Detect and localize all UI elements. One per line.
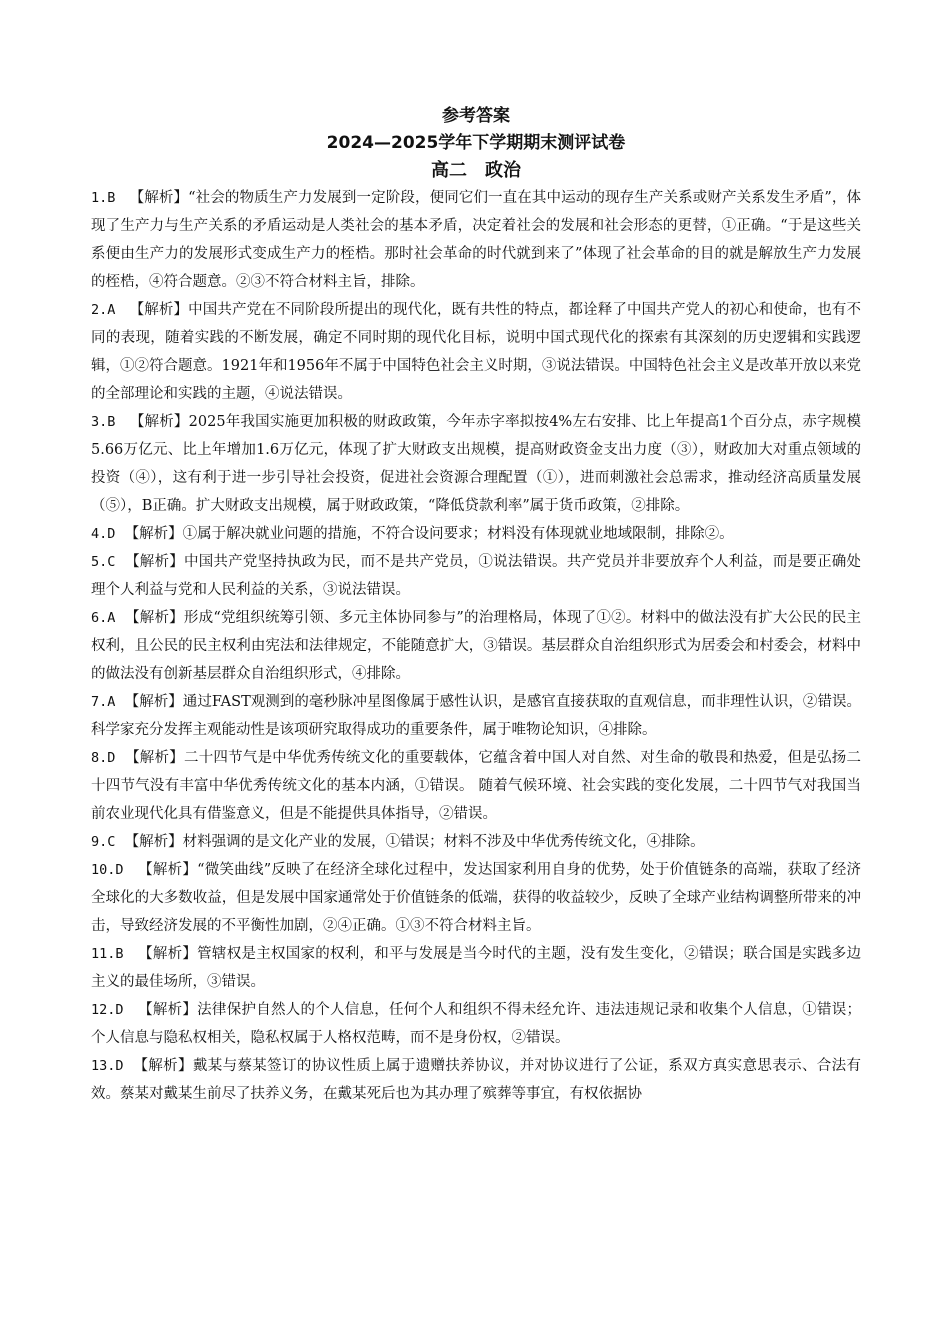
analysis-tag: 【解析】: [125, 610, 184, 626]
answer-item-2: [91, 296, 861, 408]
answer-explanation: 材料强调的是文化产业的发展，①错误；材料不涉及中华优秀传统文化，④排除。: [182, 834, 705, 850]
answer-item-11: [91, 940, 861, 996]
answer-number: 4.D: [91, 526, 116, 542]
answer-item-1: [91, 184, 861, 296]
answer-item-13: [91, 1052, 861, 1108]
answer-explanation: 中国共产党坚持执政为民，而不是共产党员，①说法错误。共产党员并非要放弃个人利益，而是要正确处理个人利益与党和人民利益的关系，③说法错误。: [91, 554, 862, 598]
answer-explanation: 管辖权是主权国家的权利，和平与发展是当今时代的主题，没有发生变化，②错误；联合国是实践多边主义的最佳场所，③错误。: [91, 946, 862, 990]
answer-number: 5.C: [91, 554, 116, 570]
answer-item-8: [91, 744, 861, 828]
analysis-tag: 【解析】: [129, 302, 189, 318]
answer-number: 7.A: [91, 694, 116, 710]
answer-explanation: “微笑曲线”反映了在经济全球化过程中，发达国家利用自身的优势，处于价值链条的高端，获取了经济全球化的大多数收益，但是发展中国家通常处于价值链条的低端，获得的收益较少，反映了全球产业结构调整所带来的冲击，导致经济发展的不平衡性加剧，②④正确。①③不符合材料主旨。: [91, 862, 862, 934]
answer-item-5: [91, 548, 861, 604]
answer-item-3: [91, 408, 861, 520]
answer-explanation: 形成“党组织统筹引领、多元主体协同参与”的治理格局，体现了①②。材料中的做法没有扩大公民的民主权利，且公民的民主权利由宪法和法律规定，不能随意扩大，③错误。基层群众自治组织形式为居委会和村委会，材料中的做法没有创新基层群众自治组织形式，④排除。: [91, 610, 862, 682]
answer-item-12: [91, 996, 861, 1052]
answer-sheet-page: [91, 103, 861, 1108]
answer-number: 6.A: [91, 610, 116, 626]
answer-number: 1.B: [91, 190, 116, 206]
subject-title: 高二 政治: [431, 160, 521, 181]
analysis-tag: 【解析】: [124, 526, 183, 542]
answer-explanation: 戴某与蔡某签订的协议性质上属于遗赠扶养协议，并对协议进行了公证，系双方真实意思表示、合法有效。蔡某对戴某生前尽了扶养义务，在戴某死后也为其办理了殡葬等事宜，有权依据协: [91, 1058, 862, 1102]
exam-title: 2024—2025学年下学期期末测评试卷: [326, 133, 626, 153]
answer-item-4: [91, 520, 861, 548]
answer-explanation: 2025年我国实施更加积极的财政政策，今年赤字率拟按4%左右安排、比上年提高1个百分点，赤字规模5.66万亿元、比上年增加1.6万亿元，体现了扩大财政支出规模，提高财政资金支出力度（③），财政加大对重点领域的投资（④），这有利于进一步引导社会投资，促进社会资源合理配置（①），进而刺激社会总需求，推动经济高质量发展（⑤），B正确。扩大财政支出规模，属于财政政策，“降低贷款利率”属于货币政策，②排除。: [91, 414, 861, 514]
answer-item-10: [91, 856, 861, 940]
analysis-tag: 【解析】: [138, 1002, 198, 1018]
answer-explanation: “社会的物质生产力发展到一定阶段，便同它们一直在其中运动的现存生产关系或财产关系发生矛盾”，体现了生产力与生产关系的矛盾运动是人类社会的基本矛盾，决定着社会的发展和社会形态的更替，①正确。“于是这些关系便由生产力的发展形式变成生产力的桎梏。那时社会革命的时代就到来了”体现了社会革命的目的就是解放生产力发展的桎梏，④符合题意。②③不符合材料主旨，排除。: [91, 190, 862, 290]
analysis-tag: 【解析】: [138, 862, 198, 878]
answer-number: 10.D: [91, 862, 124, 878]
answer-number: 11.B: [91, 946, 124, 962]
analysis-tag: 【解析】: [124, 834, 183, 850]
answer-explanation: 二十四节气是中华优秀传统文化的重要载体，它蕴含着中国人对自然、对生命的敬畏和热爱，但是弘扬二十四节气没有丰富中华优秀传统文化的基本内涵，①错误。 随着气候环境、社会实践的变化发展，二十四节气对我国当前农业现代化具有借鉴意义，但是不能提供具体指导，②错误。: [91, 750, 862, 822]
analysis-tag: 【解析】: [125, 554, 184, 570]
document-title: 参考答案: [442, 106, 510, 126]
answer-item-6: [91, 604, 861, 688]
analysis-tag: 【解析】: [125, 750, 184, 766]
answer-explanation: 通过FAST观测到的毫秒脉冲星图像属于感性认识，是感官直接获取的直观信息，而非理性认识，②错误。科学家充分发挥主观能动性是该项研究取得成功的重要条件，属于唯物论知识，④排除。: [91, 694, 862, 738]
answer-item-9: [91, 828, 861, 856]
document-header: [91, 103, 861, 184]
analysis-tag: 【解析】: [124, 694, 183, 710]
answer-explanation: ①属于解决就业问题的措施，不符合设问要求；材料没有体现就业地域限制，排除②。: [182, 526, 734, 542]
answer-list: [91, 184, 861, 1108]
answer-number: 3.B: [91, 414, 116, 430]
answer-number: 9.C: [91, 834, 116, 850]
analysis-tag: 【解析】: [129, 190, 189, 206]
analysis-tag: 【解析】: [129, 414, 189, 430]
analysis-tag: 【解析】: [138, 946, 198, 962]
analysis-tag: 【解析】: [133, 1058, 193, 1074]
answer-explanation: 中国共产党在不同阶段所提出的现代化，既有共性的特点，都诠释了中国共产党人的初心和使命，也有不同的表现，随着实践的不断发展，确定不同时期的现代化目标，说明中国式现代化的探索有其深刻的历史逻辑和实践逻辑，①②符合题意。1921年和1956年不属于中国特色社会主义时期，③说法错误。中国特色社会主义是改革开放以来党的全部理论和实践的主题，④说法错误。: [91, 302, 862, 402]
answer-number: 12.D: [91, 1002, 124, 1018]
answer-explanation: 法律保护自然人的个人信息，任何个人和组织不得未经允许、违法违规记录和收集个人信息，①错误；个人信息与隐私权相关，隐私权属于人格权范畴，而不是身份权，②错误。: [91, 1002, 862, 1046]
answer-number: 2.A: [91, 302, 116, 318]
answer-item-7: [91, 688, 861, 744]
answer-number: 13.D: [91, 1058, 124, 1074]
answer-number: 8.D: [91, 750, 116, 766]
